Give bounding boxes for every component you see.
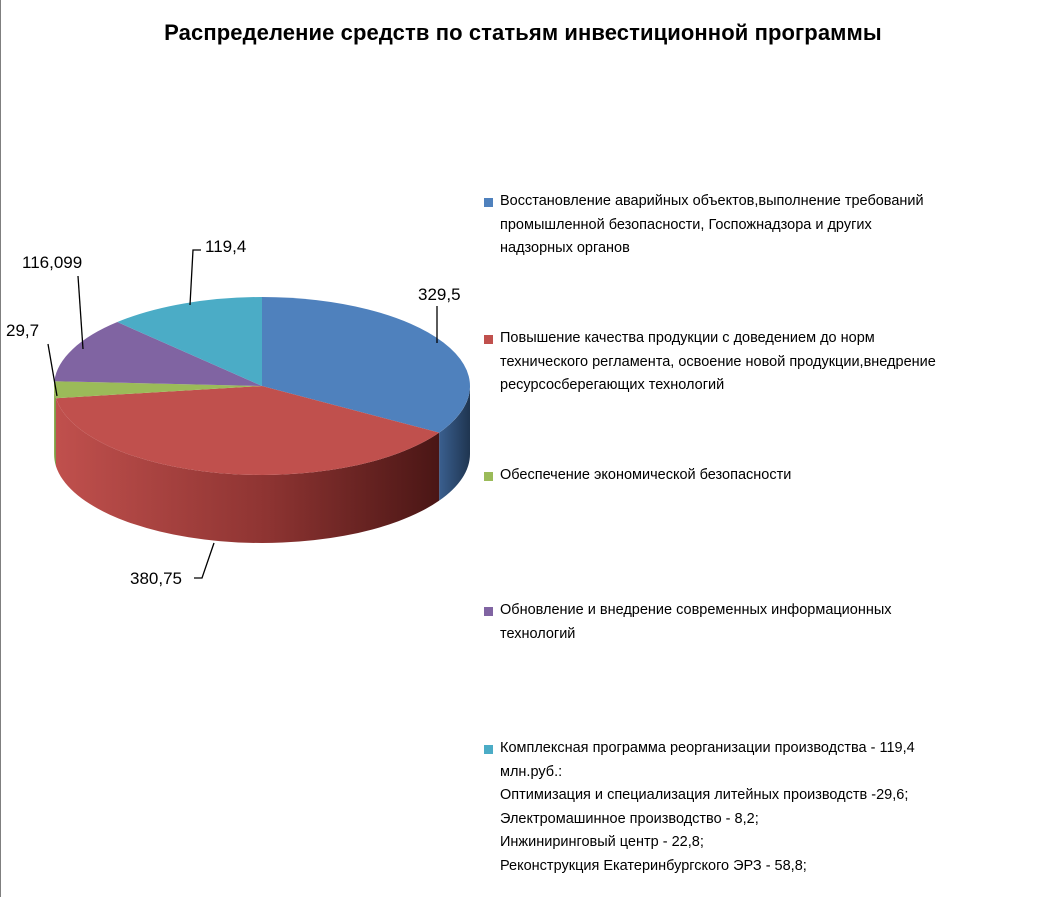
data-label: 116,099 bbox=[22, 253, 83, 272]
legend-item bbox=[484, 190, 1029, 261]
legend-swatch bbox=[484, 198, 493, 207]
data-label-leader bbox=[48, 344, 57, 396]
legend-label: ресурсосберегающих технологий bbox=[500, 377, 725, 393]
legend-label: промышленной безопасности, Госпожнадзора и других bbox=[500, 216, 872, 233]
pie-tops bbox=[54, 297, 470, 475]
legend-label: Обновление и внедрение современных информационных bbox=[500, 602, 892, 618]
legend-swatch bbox=[484, 607, 493, 616]
legend-item bbox=[484, 737, 1029, 878]
legend-label: млн.руб.: bbox=[500, 763, 563, 780]
data-label-leader bbox=[190, 250, 201, 305]
legend-swatch bbox=[484, 335, 493, 344]
legend-item bbox=[484, 599, 1029, 646]
data-label: 119,4 bbox=[205, 237, 247, 256]
legend-label: технологий bbox=[500, 625, 576, 642]
legend-sub-label: Оптимизация и специализация литейных производств -29,6; bbox=[500, 787, 909, 803]
data-label-leader bbox=[194, 543, 214, 578]
legend-label: Обеспечение экономической безопасности bbox=[500, 467, 792, 483]
legend-label: Комплексная программа реорганизации производства - 119,4 bbox=[500, 740, 915, 756]
legend-item bbox=[484, 327, 1029, 398]
legend-sub-label: Инжиниринговый центр - 22,8; bbox=[500, 834, 704, 850]
legend-label: Повышение качества продукции с доведением до норм bbox=[500, 330, 875, 346]
legend-item bbox=[484, 464, 1029, 488]
data-label: 380,75 bbox=[130, 569, 182, 588]
legend-swatch bbox=[484, 745, 493, 754]
legend-label: Восстановление аварийных объектов,выполнение требований bbox=[500, 193, 924, 209]
pie-slice-side bbox=[54, 386, 56, 466]
legend-label: технического регламента, освоение новой продукции,внедрение bbox=[500, 353, 936, 370]
legend-swatch bbox=[484, 472, 493, 481]
data-label: 29,7 bbox=[6, 321, 40, 340]
data-label: 329,5 bbox=[418, 285, 461, 304]
chart-title: Распределение средств по статьям инвестиционной программы bbox=[164, 20, 882, 45]
data-label-leader bbox=[78, 276, 83, 349]
legend-sub-label: Реконструкция Екатеринбургского ЭРЗ - 58,8; bbox=[500, 857, 807, 874]
legend-sub-label: Электромашинное производство - 8,2; bbox=[500, 810, 759, 827]
legend-label: надзорных органов bbox=[500, 240, 630, 256]
